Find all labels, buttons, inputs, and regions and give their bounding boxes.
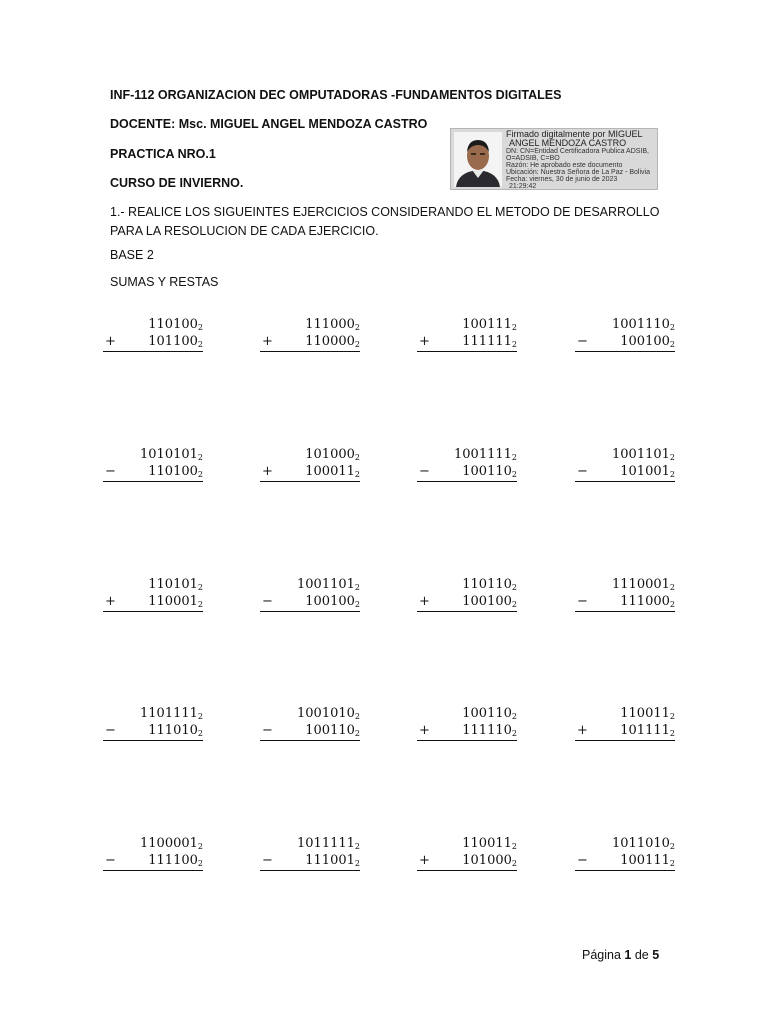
- binary-problem: [103, 447, 203, 482]
- operand-bottom: − $100110_2$: [260, 723, 360, 741]
- operand-top: $1100001_2$: [140, 836, 203, 851]
- operand-top: $1110001_2$: [612, 577, 675, 592]
- binary-problem: [103, 577, 203, 612]
- exercise-instructions: 1.- REALICE LOS SIGUEINTES EJERCICIOS CONSIDERANDO EL METODO DE DESARROLLO PARA LA RESOLUCION DE CADA EJERCICIO.: [110, 205, 660, 238]
- binary-problem: [417, 577, 517, 612]
- teacher-line: DOCENTE: Msc. MIGUEL ANGEL MENDOZA CASTRO: [110, 117, 428, 131]
- operand-bottom: + $101100_2$: [103, 334, 203, 352]
- course-title: INF-112 ORGANIZACION DEC OMPUTADORAS -FUNDAMENTOS DIGITALES: [110, 88, 562, 102]
- binary-problem: [103, 317, 203, 352]
- operator-sign: −: [105, 853, 116, 868]
- operator-sign: +: [105, 594, 116, 609]
- binary-problem: [260, 447, 360, 482]
- operand-top: $111000_2$: [305, 317, 360, 332]
- base-label: BASE 2: [110, 248, 154, 262]
- operator-sign: +: [419, 594, 430, 609]
- operand-bottom: + $110001_2$: [103, 594, 203, 612]
- operator-sign: −: [262, 594, 273, 609]
- operator-sign: +: [419, 334, 430, 349]
- section-label: SUMAS Y RESTAS: [110, 275, 219, 289]
- binary-problem: [417, 447, 517, 482]
- digital-signature-box: [450, 128, 658, 190]
- operand-bottom: − $111100_2$: [103, 853, 203, 871]
- binary-problem: [575, 577, 675, 612]
- operand-top: $1001101_2$: [612, 447, 675, 462]
- operand-bottom: − $100110_2$: [417, 464, 517, 482]
- binary-problem: [260, 317, 360, 352]
- operand-top: $110100_2$: [148, 317, 203, 332]
- operand-bottom: + $101111_2$: [575, 723, 675, 741]
- operator-sign: +: [419, 853, 430, 868]
- operator-sign: −: [105, 464, 116, 479]
- operand-top: $110011_2$: [462, 836, 517, 851]
- operand-bottom: − $111001_2$: [260, 853, 360, 871]
- operand-top: $1010101_2$: [140, 447, 203, 462]
- binary-problem: [103, 706, 203, 741]
- operand-top: $100110_2$: [462, 706, 517, 721]
- operand-bottom: + $101000_2$: [417, 853, 517, 871]
- binary-problem: [575, 836, 675, 871]
- operator-sign: −: [577, 334, 588, 349]
- binary-problem: [260, 706, 360, 741]
- operand-top: $1011111_2$: [297, 836, 360, 851]
- operator-sign: −: [105, 723, 116, 738]
- term-line: CURSO DE INVIERNO.: [110, 176, 244, 190]
- operand-bottom: + $110000_2$: [260, 334, 360, 352]
- operand-bottom: − $100111_2$: [575, 853, 675, 871]
- operand-bottom: + $100011_2$: [260, 464, 360, 482]
- binary-problem: [103, 836, 203, 871]
- binary-problem: [575, 447, 675, 482]
- operand-top: $1011010_2$: [612, 836, 675, 851]
- operator-sign: −: [577, 853, 588, 868]
- binary-problem: [260, 836, 360, 871]
- operand-bottom: + $100100_2$: [417, 594, 517, 612]
- operator-sign: +: [262, 334, 273, 349]
- operand-top: $110101_2$: [148, 577, 203, 592]
- operand-top: $1001111_2$: [454, 447, 517, 462]
- operand-bottom: − $100100_2$: [260, 594, 360, 612]
- binary-problem: [417, 836, 517, 871]
- operand-top: $1001110_2$: [612, 317, 675, 332]
- operator-sign: +: [262, 464, 273, 479]
- binary-problem: [575, 317, 675, 352]
- binary-problem: [260, 577, 360, 612]
- operand-bottom: + $111111_2$: [417, 334, 517, 352]
- operator-sign: −: [577, 594, 588, 609]
- operand-bottom: + $111110_2$: [417, 723, 517, 741]
- operator-sign: −: [262, 853, 273, 868]
- operand-top: $100111_2$: [462, 317, 517, 332]
- operand-bottom: − $100100_2$: [575, 334, 675, 352]
- operator-sign: −: [262, 723, 273, 738]
- operand-top: $1001101_2$: [297, 577, 360, 592]
- operand-bottom: − $111000_2$: [575, 594, 675, 612]
- signature-text: Firmado digitalmente por MIGUEL ANGEL MENDOZA CASTRO DN: CN=Entidad Certificadora Publica ADSIB, O=ADSIB, C=BO Razón: He aprobado este documento Ubicación: Nuestra Señora de La Paz - Bolivia Fecha: viernes, 30 de junio de 2023 21:29:42: [506, 129, 650, 190]
- operand-top: $110011_2$: [620, 706, 675, 721]
- operand-top: $1101111_2$: [140, 706, 203, 721]
- operand-top: $110110_2$: [462, 577, 517, 592]
- operator-sign: −: [419, 464, 430, 479]
- page-footer: Página 1 de 5: [582, 948, 660, 962]
- operator-sign: +: [577, 723, 588, 738]
- operand-top: $101000_2$: [305, 447, 360, 462]
- signer-photo: [454, 132, 502, 187]
- binary-problem: [417, 317, 517, 352]
- operator-sign: −: [577, 464, 588, 479]
- practice-number: PRACTICA NRO.1: [110, 147, 216, 161]
- operand-bottom: − $110100_2$: [103, 464, 203, 482]
- operand-top: $1001010_2$: [297, 706, 360, 721]
- operator-sign: +: [419, 723, 430, 738]
- operand-bottom: − $111010_2$: [103, 723, 203, 741]
- binary-problem: [417, 706, 517, 741]
- operator-sign: +: [105, 334, 116, 349]
- operand-bottom: − $101001_2$: [575, 464, 675, 482]
- binary-problem: [575, 706, 675, 741]
